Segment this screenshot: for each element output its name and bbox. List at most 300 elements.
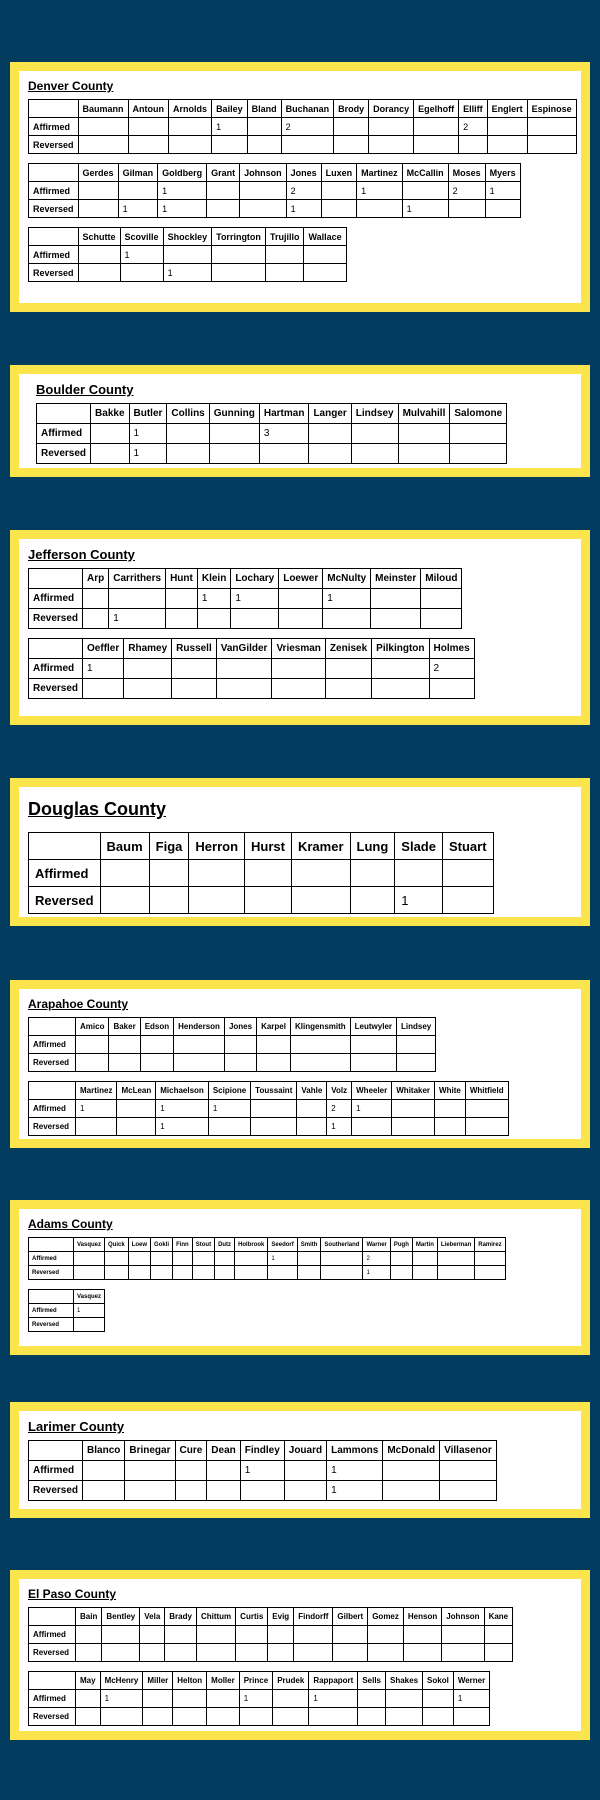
affirmed-count [309,424,351,444]
judge-name: Martinez [357,164,403,182]
judge-name: Goldberg [158,164,207,182]
affirmed-count [235,1252,268,1266]
judge-table [28,163,521,218]
affirmed-count [74,1252,105,1266]
affirmed-count: 2 [281,118,334,136]
reversed-count [236,1644,268,1662]
affirmed-count [325,659,371,679]
county-title: El Paso County [28,1587,117,1601]
judge-name: Slade [395,833,443,860]
judge-name: Michaelson [156,1082,209,1100]
judge-name: Holmes [429,639,474,659]
affirmed-count [435,1100,466,1118]
affirmed-count [268,1626,294,1644]
reversed-count [325,679,371,699]
judge-name: McDonald [383,1441,440,1461]
reversed-count [368,1644,404,1662]
judge-name: Martinez [76,1082,117,1100]
judge-name: Russell [172,639,217,659]
judge-name: Vriesman [272,639,325,659]
affirmed-count [321,182,357,200]
reversed-label: Reversed [29,1481,83,1501]
header-row [29,1608,513,1626]
reversed-count: 1 [109,609,166,629]
affirmed-label: Affirmed [29,1304,74,1318]
reversed-count [390,1266,412,1280]
reversed-row [29,136,577,154]
affirmed-count [109,589,166,609]
judge-name: Jones [224,1018,256,1036]
reversed-row [29,1054,436,1072]
judge-name: Henderson [174,1018,225,1036]
judge-table [28,1017,436,1072]
reversed-count [265,264,304,282]
reversed-row [29,1266,506,1280]
affirmed-count [437,1252,474,1266]
reversed-count [76,1054,109,1072]
corner-cell [29,1290,74,1304]
reversed-count [323,609,371,629]
reversed-count [448,200,485,218]
reversed-count [120,264,163,282]
reversed-count [245,887,292,914]
affirmed-count [173,1252,193,1266]
affirmed-count [257,1036,291,1054]
affirmed-count [368,1626,404,1644]
affirmed-label: Affirmed [29,659,83,679]
affirmed-count [334,118,369,136]
corner-cell [29,569,83,589]
reversed-count [151,1266,173,1280]
affirmed-count [163,246,212,264]
reversed-label: Reversed [29,200,79,218]
affirmed-count [475,1252,505,1266]
judge-name: McLean [117,1082,156,1100]
judge-name: Miloud [421,569,462,589]
affirmed-row [29,1461,497,1481]
reversed-count [247,136,281,154]
affirmed-count [273,1690,309,1708]
judge-name: Grant [207,164,240,182]
reversed-count [140,1054,173,1072]
reversed-count [105,1266,129,1280]
affirmed-count: 1 [74,1304,105,1318]
reversed-count [309,1708,358,1726]
affirmed-count [465,1100,508,1118]
affirmed-label: Affirmed [29,118,79,136]
affirmed-count: 1 [120,246,163,264]
reversed-count [350,887,395,914]
reversed-row [29,679,475,699]
judge-name: Henson [403,1608,441,1626]
judge-name: Espinose [527,100,576,118]
reversed-label: Reversed [29,609,83,629]
reversed-count [334,136,369,154]
header-row [37,404,507,424]
judge-name: Scipione [208,1082,250,1100]
header-row [29,1018,436,1036]
reversed-count [321,1266,363,1280]
county-card-larimer [10,1402,590,1518]
judge-name: Amico [76,1018,109,1036]
affirmed-label: Affirmed [37,424,91,444]
header-row [29,569,462,589]
reversed-count [207,200,240,218]
judge-name: Baumann [78,100,128,118]
judge-name: Gomez [368,1608,404,1626]
judge-name: McCallin [402,164,448,182]
judge-name: Zenisek [325,639,371,659]
reversed-count [421,609,462,629]
reversed-count [216,679,272,699]
judge-name: Werner [453,1672,489,1690]
affirmed-row [29,246,347,264]
affirmed-count: 3 [259,424,309,444]
judge-name: Stout [192,1238,214,1252]
reversed-count [74,1318,105,1332]
reversed-count [442,1644,484,1662]
affirmed-count [124,659,172,679]
reversed-count [423,1708,454,1726]
reversed-count [453,1708,489,1726]
affirmed-count [140,1626,165,1644]
reversed-label: Reversed [29,679,83,699]
affirmed-count [209,424,259,444]
judge-name: Helton [173,1672,207,1690]
affirmed-row [29,182,521,200]
reversed-count [414,136,459,154]
judge-name: Smith [297,1238,321,1252]
affirmed-count [78,182,118,200]
judge-name: White [435,1082,466,1100]
judge-name: Curtis [236,1608,268,1626]
judge-name: Oeffler [83,639,124,659]
reversed-count [397,1054,436,1072]
judge-name: Ramirez [475,1238,505,1252]
corner-cell [29,833,101,860]
judge-table [28,99,577,154]
affirmed-count: 1 [156,1100,209,1118]
judge-name: Johnson [442,1608,484,1626]
reversed-row [29,887,494,914]
reversed-count [207,1481,240,1501]
reversed-label: Reversed [29,1318,74,1332]
reversed-count [291,887,350,914]
reversed-count [272,679,325,699]
judge-name: Quick [105,1238,129,1252]
reversed-count [209,444,259,464]
judge-name: Bakke [91,404,129,424]
affirmed-count [442,860,493,887]
affirmed-count: 1 [268,1252,297,1266]
reversed-count [149,887,189,914]
affirmed-count [212,246,266,264]
header-row [29,639,475,659]
reversed-count [465,1118,508,1136]
judge-table [28,1237,506,1280]
judge-name: Baker [109,1018,140,1036]
judge-name: Baum [100,833,149,860]
affirmed-count [397,1036,436,1054]
affirmed-count [102,1626,140,1644]
affirmed-label: Affirmed [29,1036,76,1054]
reversed-count [102,1644,140,1662]
corner-cell [29,1238,74,1252]
reversed-count [309,444,351,464]
reversed-count [358,1708,386,1726]
judge-name: Seedorf [268,1238,297,1252]
affirmed-row [29,1036,436,1054]
reversed-row [29,1481,497,1501]
affirmed-row [37,424,507,444]
judge-name: Vasquez [74,1290,105,1304]
affirmed-count [251,1100,297,1118]
reversed-count: 1 [286,200,321,218]
reversed-count [475,1266,505,1280]
judge-name: Vela [140,1608,165,1626]
affirmed-count [442,1626,484,1644]
header-row [29,164,521,182]
corner-cell [29,100,79,118]
judge-name: Evig [268,1608,294,1626]
judge-name: Sells [358,1672,386,1690]
judge-name: Meinster [371,569,421,589]
affirmed-label: Affirmed [29,1690,76,1708]
affirmed-count [167,424,209,444]
reversed-count [484,1644,513,1662]
affirmed-label: Affirmed [29,589,83,609]
judge-name: Stuart [442,833,493,860]
judge-name: Lammons [327,1441,383,1461]
affirmed-count [245,860,292,887]
affirmed-count [527,118,576,136]
county-card-arapahoe [10,980,590,1148]
affirmed-count: 1 [357,182,403,200]
affirmed-count [100,860,149,887]
judge-name: Blanco [83,1441,125,1461]
county-card-boulder [10,365,590,477]
judge-name: Wallace [304,228,346,246]
affirmed-count: 1 [485,182,520,200]
reversed-count [175,1481,207,1501]
affirmed-count [78,118,128,136]
reversed-count: 1 [129,444,167,464]
reversed-count [351,444,398,464]
judge-name: Dean [207,1441,240,1461]
header-row [29,1441,497,1461]
judge-name: Edson [140,1018,173,1036]
reversed-count [173,1266,193,1280]
reversed-count [297,1118,327,1136]
corner-cell [29,639,83,659]
affirmed-count [125,1461,175,1481]
affirmed-row [29,589,462,609]
judge-name: Vasquez [74,1238,105,1252]
judge-name: Bain [76,1608,102,1626]
judge-name: Gilbert [333,1608,368,1626]
judge-name: Leutwyler [350,1018,396,1036]
reversed-count [172,679,217,699]
county-title: Jefferson County [28,547,135,562]
affirmed-count [398,424,450,444]
affirmed-count: 1 [352,1100,392,1118]
affirmed-count: 1 [76,1100,117,1118]
judge-name: Loew [128,1238,150,1252]
judge-table [28,1607,513,1662]
reversed-count: 1 [395,887,443,914]
judge-name: Rappaport [309,1672,358,1690]
reversed-count [215,1266,235,1280]
judge-name: Langer [309,404,351,424]
affirmed-count [165,1626,197,1644]
judge-name: Lindsey [397,1018,436,1036]
affirmed-label: Affirmed [29,1626,76,1644]
reversed-count [251,1118,297,1136]
county-card-douglas [10,778,590,926]
affirmed-count [143,1690,173,1708]
affirmed-count [192,1252,214,1266]
judge-name: Herron [189,833,245,860]
reversed-row [29,1644,513,1662]
judge-name: Buchanan [281,100,334,118]
affirmed-count [76,1036,109,1054]
affirmed-count [358,1690,386,1708]
reversed-count [371,609,421,629]
judge-name: Hunt [166,569,198,589]
affirmed-count [297,1252,321,1266]
reversed-count [273,1708,309,1726]
affirmed-count [272,659,325,679]
affirmed-count [128,1252,150,1266]
affirmed-label: Affirmed [29,182,79,200]
reversed-count [165,1644,197,1662]
judge-name: Arnolds [169,100,212,118]
judge-name: Kramer [291,833,350,860]
reversed-count: 1 [156,1118,209,1136]
judge-name: Gokli [151,1238,173,1252]
reversed-count [350,1054,396,1072]
reversed-count [117,1118,156,1136]
reversed-label: Reversed [29,1054,76,1072]
affirmed-count [236,1626,268,1644]
affirmed-count [91,424,129,444]
judge-name: Moses [448,164,485,182]
affirmed-count [383,1461,440,1481]
judge-name: Whitfield [465,1082,508,1100]
affirmed-count [351,424,398,444]
judge-name: Gilman [118,164,158,182]
reversed-count [78,200,118,218]
judge-name: Lindsey [351,404,398,424]
affirmed-row [29,1100,509,1118]
judge-name: Schutte [78,228,120,246]
judge-name: Wheeler [352,1082,392,1100]
affirmed-row [29,1690,490,1708]
judge-name: Villasenor [440,1441,497,1461]
county-title: Douglas County [28,799,166,819]
reversed-count [128,136,169,154]
affirmed-count [174,1036,225,1054]
reversed-count [268,1644,294,1662]
judge-name: McNulty [323,569,371,589]
judge-name: Martin [412,1238,437,1252]
reversed-count [235,1266,268,1280]
judge-name: Johnson [240,164,287,182]
reversed-count [357,200,403,218]
reversed-count [403,1644,441,1662]
judge-name: Bentley [102,1608,140,1626]
reversed-count [100,1708,143,1726]
affirmed-row [29,118,577,136]
county-title: Boulder County [36,382,134,397]
judge-name: Chittum [196,1608,235,1626]
affirmed-count [372,659,429,679]
affirmed-count [169,118,212,136]
affirmed-count [390,1252,412,1266]
reversed-count [321,200,357,218]
reversed-count [284,1481,326,1501]
county-title: Arapahoe County [28,997,129,1011]
affirmed-count [369,118,414,136]
judge-name: Carrithers [109,569,166,589]
judge-name: Whitaker [392,1082,435,1100]
judge-name: Cure [175,1441,207,1461]
reversed-count [257,1054,291,1072]
reversed-count [91,444,129,464]
county-card-jefferson [10,530,590,725]
affirmed-count: 1 [129,424,167,444]
affirmed-row [29,1304,105,1318]
affirmed-count: 1 [327,1461,383,1481]
reversed-count [435,1118,466,1136]
judge-name: Figa [149,833,189,860]
county-title: Denver County [28,79,114,93]
reversed-row [29,264,347,282]
corner-cell [29,228,79,246]
reversed-count [429,679,474,699]
corner-cell [29,1082,76,1100]
header-row [29,833,494,860]
reversed-count [78,136,128,154]
reversed-count [224,1054,256,1072]
affirmed-count [78,246,120,264]
affirmed-count: 1 [309,1690,358,1708]
affirmed-row [29,659,475,679]
reversed-count: 1 [363,1266,390,1280]
affirmed-label: Affirmed [29,1461,83,1481]
judge-name: Prince [239,1672,272,1690]
reversed-count [169,136,212,154]
reversed-count [369,136,414,154]
reversed-count [240,200,287,218]
reversed-count [83,1481,125,1501]
affirmed-label: Affirmed [29,246,79,264]
judge-name: Findorff [294,1608,333,1626]
reversed-row [29,1118,509,1136]
affirmed-count: 1 [212,118,248,136]
reversed-count [352,1118,392,1136]
affirmed-count [412,1252,437,1266]
reversed-row [29,609,462,629]
judge-table [28,638,475,699]
affirmed-count [423,1690,454,1708]
county-card-adams [10,1200,590,1355]
reversed-count [239,1708,272,1726]
affirmed-count [294,1626,333,1644]
reversed-count [487,136,527,154]
judge-name: Warner [363,1238,390,1252]
corner-cell [37,404,91,424]
